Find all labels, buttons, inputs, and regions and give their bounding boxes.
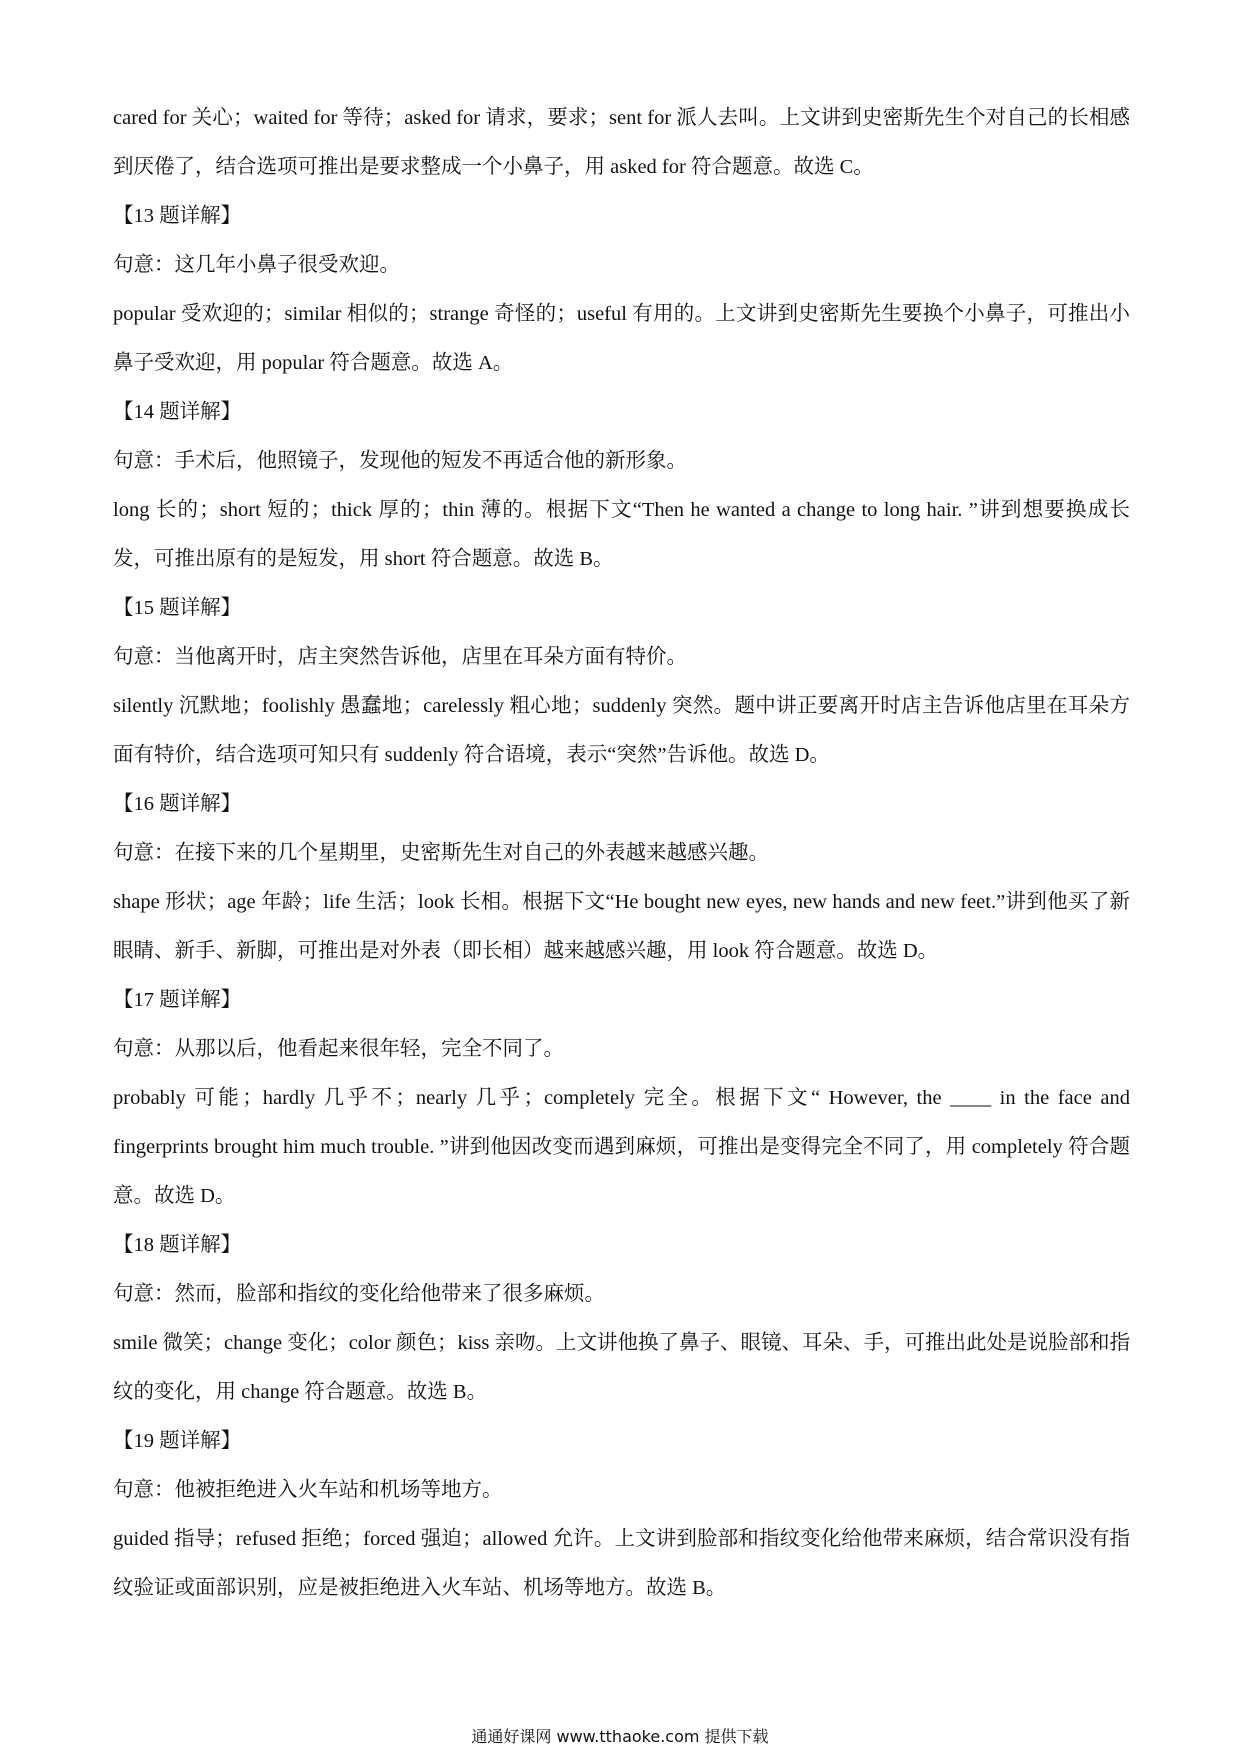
sentence-meaning: 句意：他被拒绝进入火车站和机场等地方。 xyxy=(113,1479,503,1501)
page-footer: 通通好课网 www.tthaoke.com 提供下载 xyxy=(471,1727,769,1746)
answer-explanation: cared for 关心；waited for 等待；asked for 请求，要求；sent for 派人去叫。上文讲到史密斯先生个对自己的长相感到厌倦了，结合选项可推出是要求整成一个小鼻子，用 asked for 符合题意。故选 C。 xyxy=(113,107,1130,178)
answer-explanation: smile 微笑；change 变化；color 颜色；kiss 亲吻。上文讲他换了鼻子、眼镜、耳朵、手，可推出此处是说脸部和指纹的变化，用 change 符合题意。故选 B。 xyxy=(113,1332,1130,1403)
question-heading: 【14 题详解】 xyxy=(113,401,242,423)
answer-explanation: silently 沉默地；foolishly 愚蠢地；carelessly 粗心地；suddenly 突然。题中讲正要离开时店主告诉他店里在耳朵方面有特价，结合选项可知只有 suddenly 符合语境，表示“突然”告诉他。故选 D。 xyxy=(113,695,1130,766)
question-heading: 【15 题详解】 xyxy=(113,597,242,619)
answer-explanation: popular 受欢迎的；similar 相似的；strange 奇怪的；useful 有用的。上文讲到史密斯先生要换个小鼻子，可推出小鼻子受欢迎，用 popular 符合题意。故选 A。 xyxy=(113,303,1130,374)
sentence-meaning: 句意：这几年小鼻子很受欢迎。 xyxy=(113,254,400,276)
question-heading: 【13 题详解】 xyxy=(113,205,242,227)
answer-explanation: long 长的；short 短的；thick 厚的；thin 薄的。根据下文“Then he wanted a change to long hair. ”讲到想要换成长发，可推出原有的是短发，用 short 符合题意。故选 B。 xyxy=(113,499,1130,570)
question-heading: 【17 题详解】 xyxy=(113,989,242,1011)
question-heading: 【18 题详解】 xyxy=(113,1234,242,1256)
question-heading: 【19 题详解】 xyxy=(113,1430,242,1452)
sentence-meaning: 句意：然而，脸部和指纹的变化给他带来了很多麻烦。 xyxy=(113,1283,605,1305)
question-heading: 【16 题详解】 xyxy=(113,793,242,815)
answer-explanation: guided 指导；refused 拒绝；forced 强迫；allowed 允许。上文讲到脸部和指纹变化给他带来麻烦，结合常识没有指纹验证或面部识别，应是被拒绝进入火车站、机场等地方。故选 B。 xyxy=(113,1528,1130,1599)
sentence-meaning: 句意：当他离开时，店主突然告诉他，店里在耳朵方面有特价。 xyxy=(113,646,687,668)
sentence-meaning: 句意：从那以后，他看起来很年轻，完全不同了。 xyxy=(113,1038,564,1060)
answer-explanation: shape 形状；age 年龄；life 生活；look 长相。根据下文“He bought new eyes, new hands and new feet.”讲到他买了新眼睛、新手、新脚，可推出是对外表（即长相）越来越感兴趣，用 look 符合题意。故选 D。 xyxy=(113,891,1130,962)
answer-explanation: probably 可能；hardly 几乎不；nearly 几乎；completely 完全。根据下文“ However, the ____ in the face and fingerprints brought him much trouble. ”讲到他因改变而遇到麻烦，可推出是变得完全不同了，用 completely 符合题意。故选 D。 xyxy=(113,1087,1130,1207)
sentence-meaning: 句意：在接下来的几个星期里，史密斯先生对自己的外表越来越感兴趣。 xyxy=(113,842,769,864)
document-body xyxy=(113,94,1130,1613)
sentence-meaning: 句意：手术后，他照镜子，发现他的短发不再适合他的新形象。 xyxy=(113,450,687,472)
